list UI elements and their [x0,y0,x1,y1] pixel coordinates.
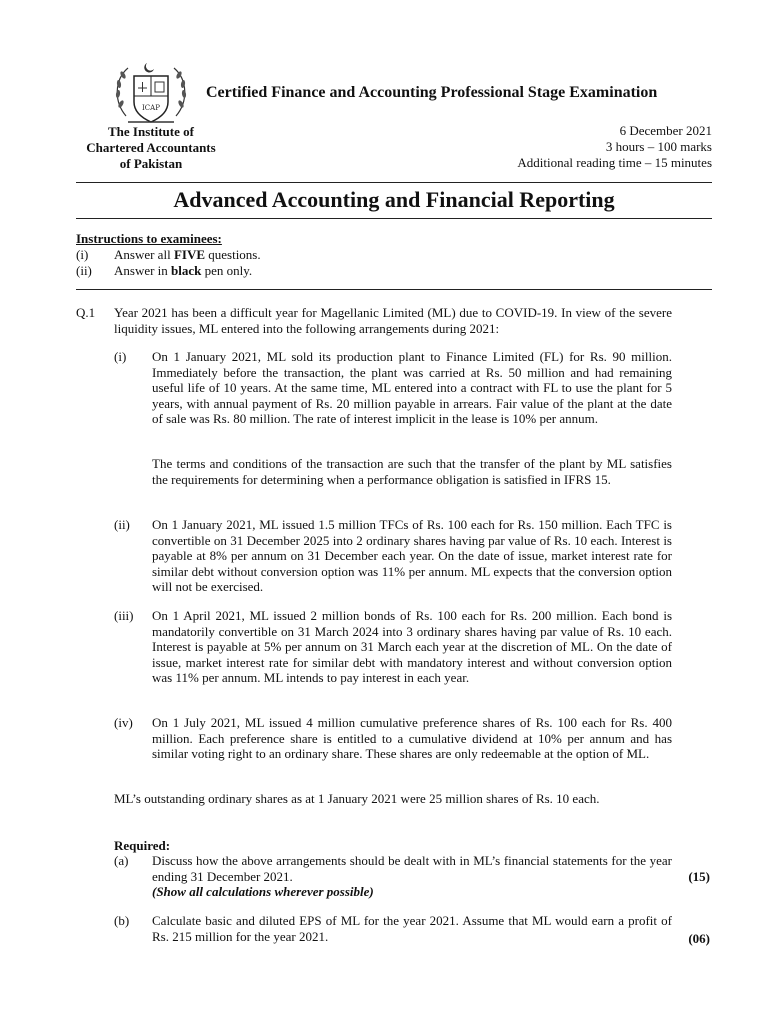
exam-name: Certified Finance and Accounting Professional Stage Examination [206,84,658,101]
part-number: (ii) [114,517,130,532]
required-number: (a) [114,853,129,868]
question-intro: Year 2021 has been a difficult year for Magellanic Limited (ML) due to COVID-19. In view of the severe liquidity issues, ML entered into the following arrangements during 2021: [114,305,672,336]
part-text: On 1 January 2021, ML issued 1.5 million TFCs of Rs. 100 each for Rs. 150 million. Each TFC is convertible on 31 December 2025 into 2 ordinary shares having par value of Rs. 10 each. Interest is payable at 8% per annum on 31 December each year. On the date of issue, market interest rate for similar debt without conversion option was 11% per annum. ML expects that the conversion option will not be exercised. [152,517,672,594]
institute-line: of Pakistan [119,156,183,171]
instruction-item [76,263,252,278]
part-text: On 1 January 2021, ML sold its production plant to Finance Limited (FL) for Rs. 90 million. Immediately before the transaction, the plant was carried at Rs. 50 million and had remaining useful life of 10 years. At the same time, ML entered into a contract with FL to use the plant for 5 years, with annual payment of Rs. 20 million payable in arrears. Fair value of the plant at the date of sale was Rs. 80 million. The rate of interest implicit in the lease is 10% per annum. [152,349,672,426]
required-number: (b) [114,913,130,928]
institute-line: The Institute of [108,124,194,139]
part-text: The terms and conditions of the transaction are such that the transfer of the plant by ML satisfies the requirements for determining when a performance obligation is satisfied in IFRS 15. [152,456,672,487]
divider [76,289,712,290]
question-number: Q.1 [76,305,96,320]
instruction-text: Answer all [114,247,174,262]
instruction-number: (ii) [76,263,92,278]
institute-logo [112,58,190,130]
marks-label: (06) [688,931,710,946]
required-text [152,853,672,900]
instruction-number: (i) [76,247,89,262]
divider [76,218,712,219]
instruction-text: questions. [205,247,261,262]
institute-name [60,124,242,172]
exam-meta [517,123,712,171]
required-note: (Show all calculations wherever possible) [152,884,374,899]
part-number: (iii) [114,608,134,623]
instruction-emphasis: black [171,263,202,278]
marks-label: (15) [688,869,710,884]
required-label: Required: [114,838,171,853]
instruction-text: Answer in [114,263,172,278]
exam-duration: 3 hours – 100 marks [605,139,712,154]
logo-text: ICAP [142,104,160,112]
part-number: (iv) [114,715,133,730]
exam-date: 6 December 2021 [619,123,712,138]
outstanding-shares: ML’s outstanding ordinary shares as at 1 January 2021 were 25 million shares of Rs. 10 each. [114,791,600,806]
institute-line: Chartered Accountants [86,140,216,155]
part-text: On 1 July 2021, ML issued 4 million cumulative preference shares of Rs. 100 each for Rs. 400 million. Each preference share is entitled to a cumulative dividend at 10% per annum and has similar voting right to an ordinary share. These shares are only redeemable at the option of ML. [152,715,672,761]
part-text: On 1 April 2021, ML issued 2 million bonds of Rs. 100 each for Rs. 200 million. Each bond is mandatorily convertible on 31 March 2024 into 3 ordinary shares having par value of Rs. 10 each. Interest is payable at 5% per annum on 31 March each year at the discretion of ML. On the date of issue, market interest rate for similar debt with mandatory interest and without conversion option was 11% per annum. ML intends to pay interest in each year. [152,608,672,685]
instructions-title: Instructions to examinees: [76,231,222,246]
instruction-item [76,247,261,262]
required-question: Calculate basic and diluted EPS of ML for the year 2021. Assume that ML would earn a profit of Rs. 215 million for the year 2021. [152,913,672,944]
part-number: (i) [114,349,127,364]
subject-title: Advanced Accounting and Financial Reporting [173,187,615,212]
instruction-emphasis: FIVE [173,247,205,262]
required-question: Discuss how the above arrangements should be dealt with in ML’s financial statements for the year ending 31 December 2021. [152,853,672,884]
reading-time: Additional reading time – 15 minutes [517,155,712,170]
divider [76,182,712,183]
instruction-text: pen only. [201,263,253,278]
